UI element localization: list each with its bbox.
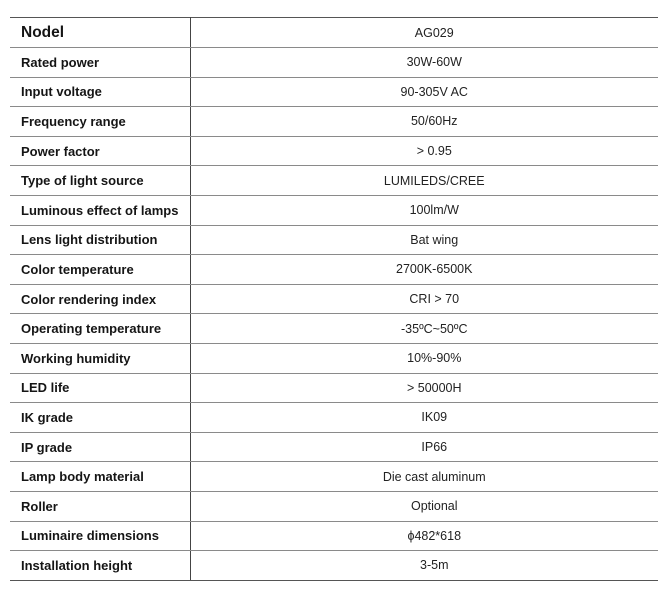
spec-table-body xyxy=(10,18,658,581)
spec-label: Rated power xyxy=(10,48,190,78)
spec-value: > 50000H xyxy=(190,373,658,403)
spec-label: Operating temperature xyxy=(10,314,190,344)
spec-label: Power factor xyxy=(10,136,190,166)
spec-label: Working humidity xyxy=(10,343,190,373)
spec-row-dimensions xyxy=(10,521,658,551)
spec-label: Color rendering index xyxy=(10,284,190,314)
spec-row-color-rendering xyxy=(10,284,658,314)
spec-row-led-life xyxy=(10,373,658,403)
spec-value: 30W-60W xyxy=(190,48,658,78)
spec-label: Lens light distribution xyxy=(10,225,190,255)
spec-row-roller xyxy=(10,491,658,521)
spec-label: Roller xyxy=(10,491,190,521)
spec-value: LUMILEDS/CREE xyxy=(190,166,658,196)
spec-value: 10%-90% xyxy=(190,343,658,373)
spec-row-model xyxy=(10,18,658,48)
spec-value: 2700K-6500K xyxy=(190,255,658,285)
spec-label: Luminous effect of lamps xyxy=(10,195,190,225)
spec-value: Optional xyxy=(190,491,658,521)
spec-value: Die cast aluminum xyxy=(190,462,658,492)
spec-value: 3-5m xyxy=(190,551,658,581)
spec-label: Luminaire dimensions xyxy=(10,521,190,551)
spec-value: 50/60Hz xyxy=(190,107,658,137)
spec-row-light-source xyxy=(10,166,658,196)
spec-row-frequency-range xyxy=(10,107,658,137)
spec-row-color-temperature xyxy=(10,255,658,285)
spec-row-luminous-effect xyxy=(10,195,658,225)
spec-value: IK09 xyxy=(190,403,658,433)
spec-value: ϕ482*618 xyxy=(190,521,658,551)
spec-label: IP grade xyxy=(10,432,190,462)
spec-value: 100lm/W xyxy=(190,195,658,225)
spec-value: > 0.95 xyxy=(190,136,658,166)
spec-label: Input voltage xyxy=(10,77,190,107)
spec-label: Type of light source xyxy=(10,166,190,196)
spec-value: CRI > 70 xyxy=(190,284,658,314)
spec-label: LED life xyxy=(10,373,190,403)
spec-row-input-voltage xyxy=(10,77,658,107)
spec-value: AG029 xyxy=(190,18,658,48)
spec-table xyxy=(10,17,658,581)
spec-label: Color temperature xyxy=(10,255,190,285)
spec-label: Lamp body material xyxy=(10,462,190,492)
spec-row-ik-grade xyxy=(10,403,658,433)
spec-label: Installation height xyxy=(10,551,190,581)
spec-value: Bat wing xyxy=(190,225,658,255)
spec-row-rated-power xyxy=(10,48,658,78)
spec-row-installation-height xyxy=(10,551,658,581)
spec-label: Frequency range xyxy=(10,107,190,137)
spec-row-working-humidity xyxy=(10,343,658,373)
spec-row-body-material xyxy=(10,462,658,492)
spec-row-power-factor xyxy=(10,136,658,166)
spec-value: -35ºC~50ºC xyxy=(190,314,658,344)
spec-row-lens-distribution xyxy=(10,225,658,255)
spec-value: IP66 xyxy=(190,432,658,462)
spec-value: 90-305V AC xyxy=(190,77,658,107)
spec-row-ip-grade xyxy=(10,432,658,462)
spec-row-operating-temperature xyxy=(10,314,658,344)
spec-label: IK grade xyxy=(10,403,190,433)
spec-label: Nodel xyxy=(10,18,190,48)
